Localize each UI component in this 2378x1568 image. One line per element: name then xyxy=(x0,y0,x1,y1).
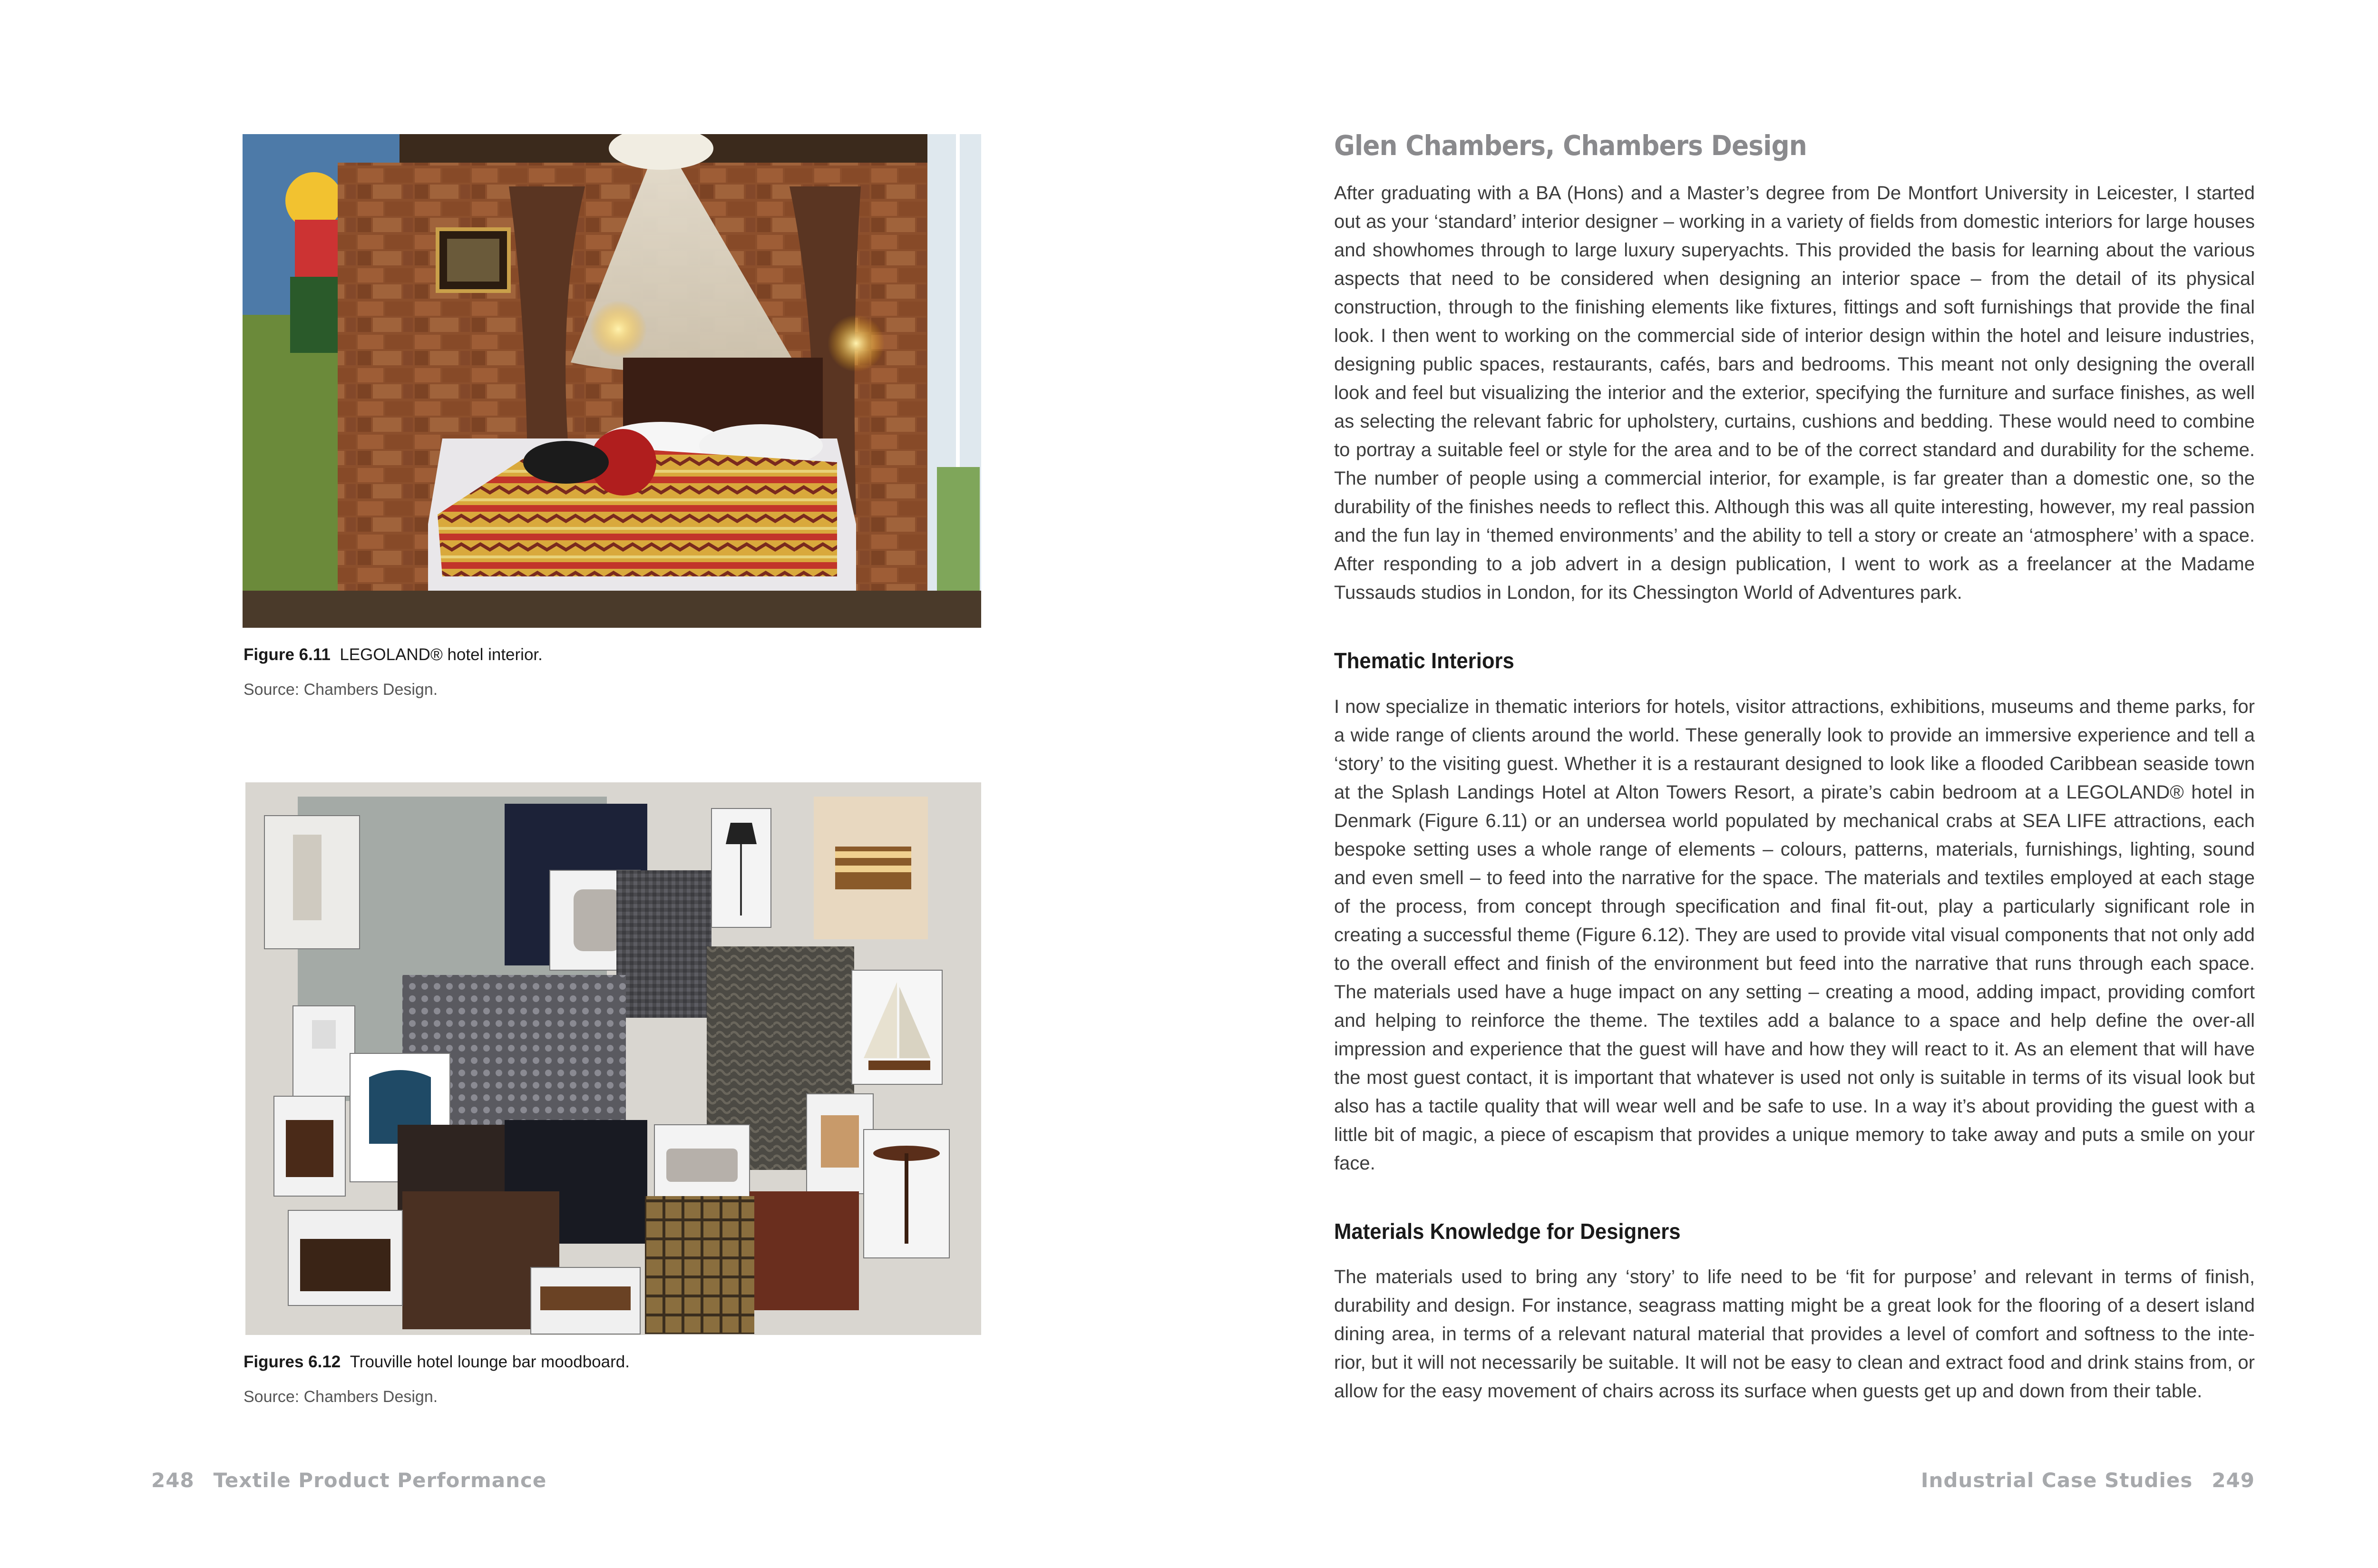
thematic-interiors-paragraph: I now specialize in thematic interiors for hotels, visitor attractions, exhibitions, museums and theme parks, for a wide range of clients around the world. These generally look to provide an immersive experience and tell a ‘story’ to the visiting guest. Whether it is a restaurant designed to look like a flooded Caribbean seaside town at the Splash Landings Hotel at Alton Towers Resort, a pirate’s cabin bedroom at a LEGOLAND® hotel in Denmark (Figure 6.11) or an undersea world populated by mechanical crabs at SEA LIFE attractions, each bespoke setting uses a whole range of elements – colours, patterns, materials, furnishings, lighting, sound and even smell – to feed into the narrative for the space. The materials and textiles employed at each stage of the process, from concept through specification and final fit-out, play a particularly significant role in creating a successful theme (Figure 6.12). They are used to provide vital visual components that not only add to the overall effect and finish of the environment but feed into the narrative that runs through each space. The materials used have a huge impact on any setting – creating a mood, adding impact, providing comfort and helping to reinforce the theme. The textiles add a balance to a space and help define the over-all impression and experience that the guest will have and how they will react to it. As an element that will have the most guest contact, it is important that whatever is used not only is suitable in terms of its visual look but also has a tactile quality that will wear well and be safe to use. In a way it’s about providing the guest with a little bit of magic, a piece of escapism that provides a unique memory to take away and puts a smile on your face. xyxy=(1334,696,2255,1174)
legoland-hotel-photo xyxy=(243,134,981,628)
page-number: 248 xyxy=(151,1469,195,1492)
figure-6-11-caption xyxy=(244,644,985,665)
left-footer xyxy=(151,1469,546,1492)
figure-label: Figure 6.11 xyxy=(244,645,331,664)
running-head: Textile Product Performance xyxy=(213,1469,547,1492)
running-head: Industrial Case Studies xyxy=(1920,1469,2193,1492)
section-heading-thematic-interiors: Thematic Interiors xyxy=(1334,648,1514,673)
trouville-moodboard-photo xyxy=(245,782,981,1335)
right-footer xyxy=(1921,1469,2255,1492)
page-title: Glen Chambers, Chambers Design xyxy=(1334,129,1807,162)
page-number: 249 xyxy=(2212,1469,2255,1492)
section-heading-materials-knowledge: Materials Knowledge for Designers xyxy=(1334,1219,1681,1244)
figure-6-12-caption xyxy=(244,1352,985,1373)
intro-paragraph: After graduating with a BA (Hons) and a Master’s degree from De Montfort University in Leicester, I started out as your ‘standard’ interior designer – working in a variety of fields from domestic interiors for large houses and showhomes through to large luxury superyachts. This provided the basis for learning about the various aspects that need to be considered when designing an interior space – from the detail of its physical construction, through to the finishing elements like fixtures, fittings and soft furnishings that provide the final look. I then went to working on the commercial side of interior design within the hotel and leisure industries, designing public spaces, restaurants, cafés, bars and bedrooms. This meant not only designing the overall look and feel but visualizing the interior and the exterior, specifying the furniture and surface finishes, as well as selecting the relevant fabric for upholstery, curtains, cushions and bedding. These would need to combine to portray a suitable feel or style for the area and to be of the correct standard and durability for the scheme. The number of people using a commercial interior, for example, is far greater than a domestic one, so the durability of the finishes needs to reflect this. Although this was all quite interesting, however, my real passion and the fun lay in ‘themed environments’ and the ability to tell a story or create an ‘atmosphere’ with a space. After responding to a job advert in a design publication, I went to work as a freelancer at the Madame Tussauds studios in London, for its Chessington World of Adventures park. xyxy=(1334,183,2255,603)
figure-label: Figures 6.12 xyxy=(244,1353,341,1371)
figure-title: LEGOLAND® hotel interior. xyxy=(340,645,543,664)
figure-6-12-source: Source: Chambers Design. xyxy=(244,1388,438,1406)
figure-title: Trouville hotel lounge bar moodboard. xyxy=(350,1353,630,1371)
figure-6-11-source: Source: Chambers Design. xyxy=(244,681,438,699)
materials-knowledge-paragraph: The materials used to bring any ‘story’ to life need to be ‘fit for purpose’ and relevant in terms of finish, durability and design. For instance, seagrass matting might be a great look for the flooring of a desert island dining area, in terms of a relevant natural material that provides a level of comfort and softness to the inte-rior, but it will not necessarily be suitable. It will not be easy to clean and extract food and drink stains from, or allow for the easy movement of chairs across its surface when guests get up and down from their table. xyxy=(1334,1266,2255,1402)
